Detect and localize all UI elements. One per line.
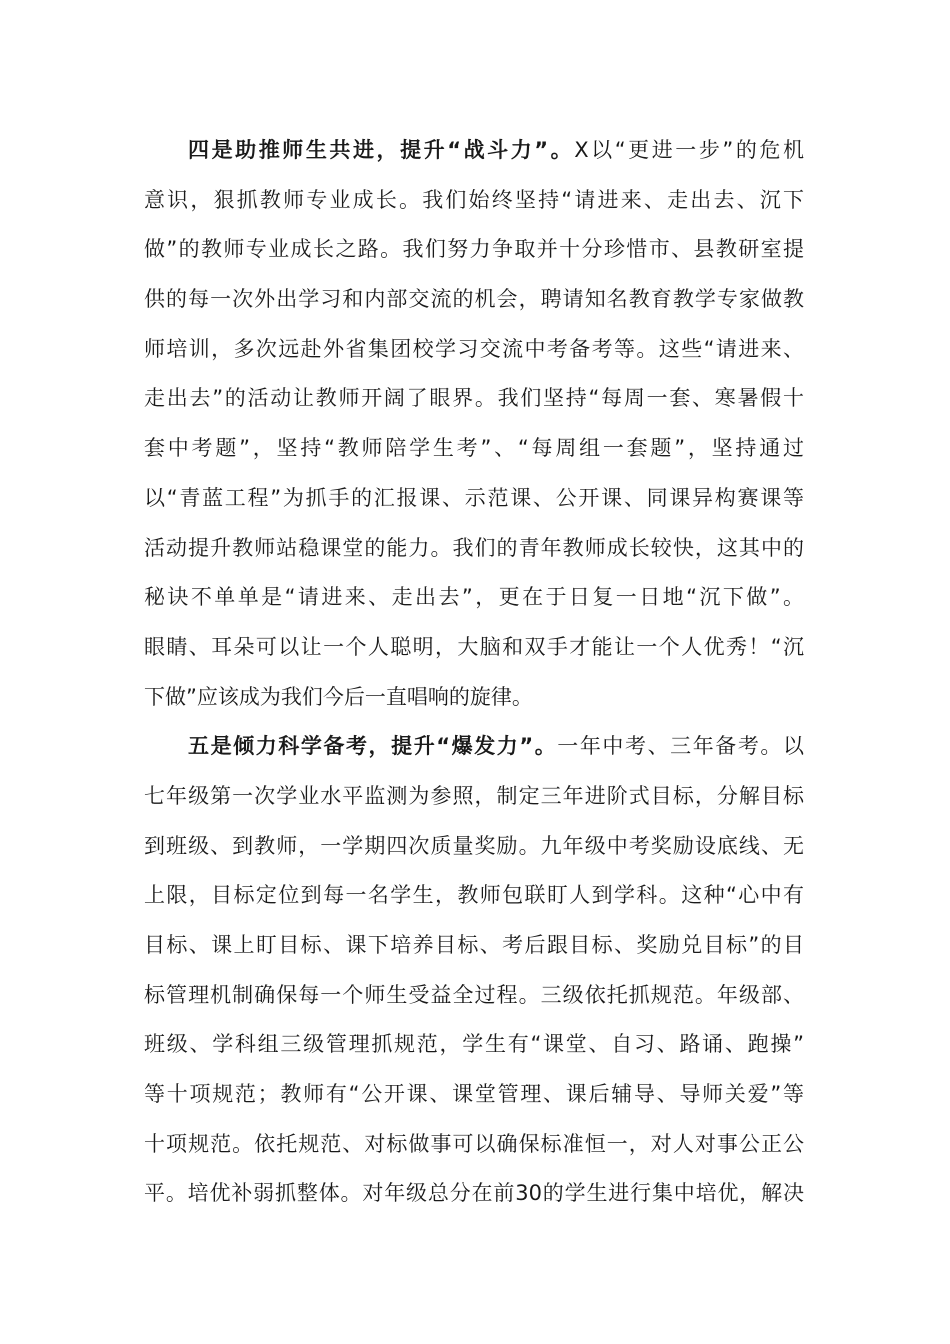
paragraph-line: 班级、学科组三级管理抓规范，学生有“课堂、自习、路诵、跑操” [144, 1032, 804, 1057]
paragraph-line: 标管理机制确保每一个师生受益全过程。三级依托抓规范。年级部、 [144, 982, 804, 1007]
paragraph-line: 到班级、到教师，一学期四次质量奖励。九年级中考奖励设底线、无 [144, 833, 804, 858]
paragraph-line: 下做”应该成为我们今后一直唱响的旋律。 [144, 684, 533, 709]
paragraph-2 [144, 722, 804, 1219]
paragraph-line: 等十项规范；教师有“公开课、课堂管理、课后辅导、导师关爱”等 [144, 1082, 804, 1107]
paragraph-1 [144, 126, 804, 722]
paragraph-line: 七年级第一次学业水平监测为参照，制定三年进阶式目标，分解目标 [144, 783, 804, 808]
paragraph-line: 眼睛、耳朵可以让一个人聪明，大脑和双手才能让一个人优秀！“沉 [144, 634, 804, 659]
paragraph-line: 五是倾力科学备考，提升“爆发力”。一年中考、三年备考。以 [188, 734, 804, 759]
paragraph-line: 活动提升教师站稳课堂的能力。我们的青年教师成长较快，这其中的 [144, 535, 804, 560]
document-body [144, 126, 804, 1219]
paragraph-line: 秘诀不单单是“请进来、走出去”，更在于日复一日地“沉下做”。 [144, 585, 804, 610]
paragraph-line: 上限，目标定位到每一名学生，教师包联盯人到学科。这种“心中有 [144, 883, 804, 908]
paragraph-line: 套中考题”，坚持“教师陪学生考”、“每周组一套题”，坚持通过 [144, 436, 804, 461]
paragraph-line: 十项规范。依托规范、对标做事可以确保标准恒一，对人对事公正公 [144, 1131, 804, 1156]
paragraph-line: 走出去”的活动让教师开阔了眼界。我们坚持“每周一套、寒暑假十 [144, 386, 804, 411]
paragraph-lead-heading: 四是助推师生共进，提升“战斗力”。 [188, 138, 575, 162]
paragraph-line: 以“青蓝工程”为抓手的汇报课、示范课、公开课、同课异构赛课等 [144, 485, 804, 510]
paragraph-line: 目标、课上盯目标、课下培养目标、考后跟目标、奖励兑目标”的目 [144, 933, 804, 957]
paragraph-line: 意识，狠抓教师专业成长。我们始终坚持“请进来、走出去、沉下 [144, 187, 804, 212]
paragraph-lead-heading: 五是倾力科学备考，提升“爆发力”。 [188, 734, 558, 759]
paragraph-line: 四是助推师生共进，提升“战斗力”。X以“更进一步”的危机 [188, 138, 804, 162]
paragraph-line: 做”的教师专业成长之路。我们努力争取并十分珍惜市、县教研室提 [144, 237, 804, 262]
paragraph-line: 供的每一次外出学习和内部交流的机会，聘请知名教育教学专家做教 [144, 287, 804, 312]
paragraph-line: 平。培优补弱抓整体。对年级总分在前30的学生进行集中培优，解决 [144, 1181, 804, 1206]
paragraph-line: 师培训，多次远赴外省集团校学习交流中考备考等。这些“请进来、 [144, 336, 804, 361]
